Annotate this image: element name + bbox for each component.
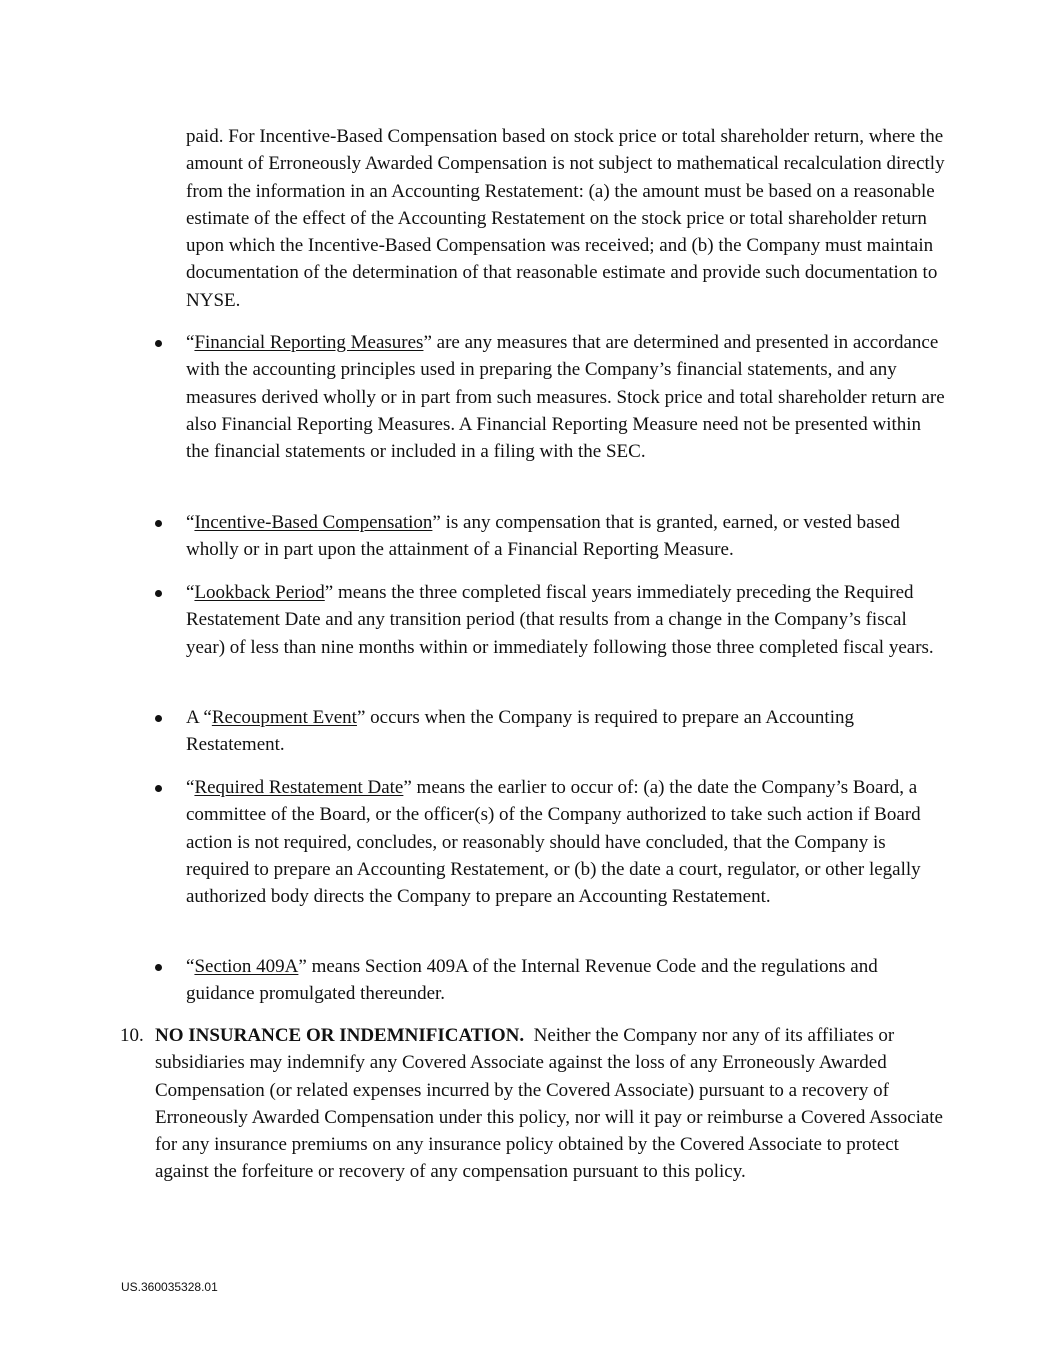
bullet-icon — [155, 715, 162, 722]
defined-term: Lookback Period — [194, 582, 325, 603]
definition-prefix: “ — [186, 332, 195, 353]
definition-prefix: A “ — [186, 707, 212, 728]
definition-section-409a — [186, 953, 946, 1008]
defined-term: Section 409A — [194, 956, 299, 977]
definition-required-restatement-date — [186, 774, 946, 910]
definition-text: ” means the earlier to occur of: (a) the date the Company’s Board, a committee of the Board, or the officer(s) of the Company authorized to take such action if Board action is not required, concludes, or reasonably should have concluded, that the Company is required to prepare an Accounting Restatement, or (b) the date a court, regulator, or other legally authorized body directs the Company to prepare an Accounting Restatement. — [186, 777, 921, 908]
definition-text: ” is any compensation that is granted, earned, or vested based wholly or in part upon the attainment of a Financial Reporting Measure. — [186, 512, 900, 561]
definition-lookback-period — [186, 579, 946, 661]
document-id-footer: US.360035328.01 — [121, 1280, 218, 1294]
definition-text: ” occurs when the Company is required to prepare an Accounting Restatement. — [186, 707, 854, 756]
definition-text: ” means Section 409A of the Internal Revenue Code and the regulations and guidance promulgated thereunder. — [186, 956, 878, 1005]
bullet-icon — [155, 964, 162, 971]
definition-prefix: “ — [186, 582, 195, 603]
section-title: NO INSURANCE OR INDEMNIFICATION. — [155, 1025, 525, 1046]
definition-prefix: “ — [186, 956, 195, 977]
intro-paragraph: paid. For Incentive-Based Compensation based on stock price or total shareholder return, where the amount of Erroneously Awarded Compensation is not subject to mathematical recalculation directly from the information in an Accounting Restatement: (a) the amount must be based on a reasonable estimate of the effect of the Accounting Restatement on the stock price or total shareholder return upon which the Incentive-Based Compensation was received; and (b) the Company must maintain documentation of the determination of that reasonable estimate and provide such documentation to NYSE. — [186, 126, 945, 311]
bullet-icon — [155, 590, 162, 597]
definition-recoupment-event — [186, 704, 946, 759]
section-body: Neither the Company nor any of its affiliates or subsidiaries may indemnify any Covered Associate against the loss of any Erroneously Awarded Compensation (or related expenses incurred by the Covered Associate) pursuant to a recovery of Erroneously Awarded Compensation under this policy, nor will it pay or reimburse a Covered Associate for any insurance premiums on any insurance policy obtained by the Covered Associate to protect against the forfeiture or recovery of any compensation pursuant to this policy. — [155, 1025, 943, 1183]
definition-text: ” are any measures that are determined and presented in accordance with the accounting principles used in preparing the Company’s financial statements, and any measures derived wholly or in part from such measures. Stock price and total shareholder return are also Financial Reporting Measures. A Financial Reporting Measure need not be presented within the financial statements or included in a filing with the SEC. — [186, 332, 945, 463]
bullet-icon — [155, 340, 162, 347]
defined-term: Financial Reporting Measures — [194, 332, 424, 353]
definition-prefix: “ — [186, 777, 195, 798]
definition-prefix: “ — [186, 512, 195, 533]
bullet-icon — [155, 785, 162, 792]
defined-term: Required Restatement Date — [194, 777, 404, 798]
definition-text: ” means the three completed fiscal years immediately preceding the Required Restatement Date and any transition period (that results from a change in the Company’s fiscal year) of less than nine months within or immediately following those three completed fiscal years. — [186, 582, 934, 658]
defined-term: Recoupment Event — [211, 707, 357, 728]
bullet-icon — [155, 520, 162, 527]
definition-financial-reporting-measures — [186, 329, 946, 465]
section-10 — [120, 1022, 945, 1186]
section-number: 10. — [120, 1025, 144, 1046]
defined-term: Incentive-Based Compensation — [194, 512, 433, 533]
definition-incentive-based-compensation — [186, 509, 946, 564]
